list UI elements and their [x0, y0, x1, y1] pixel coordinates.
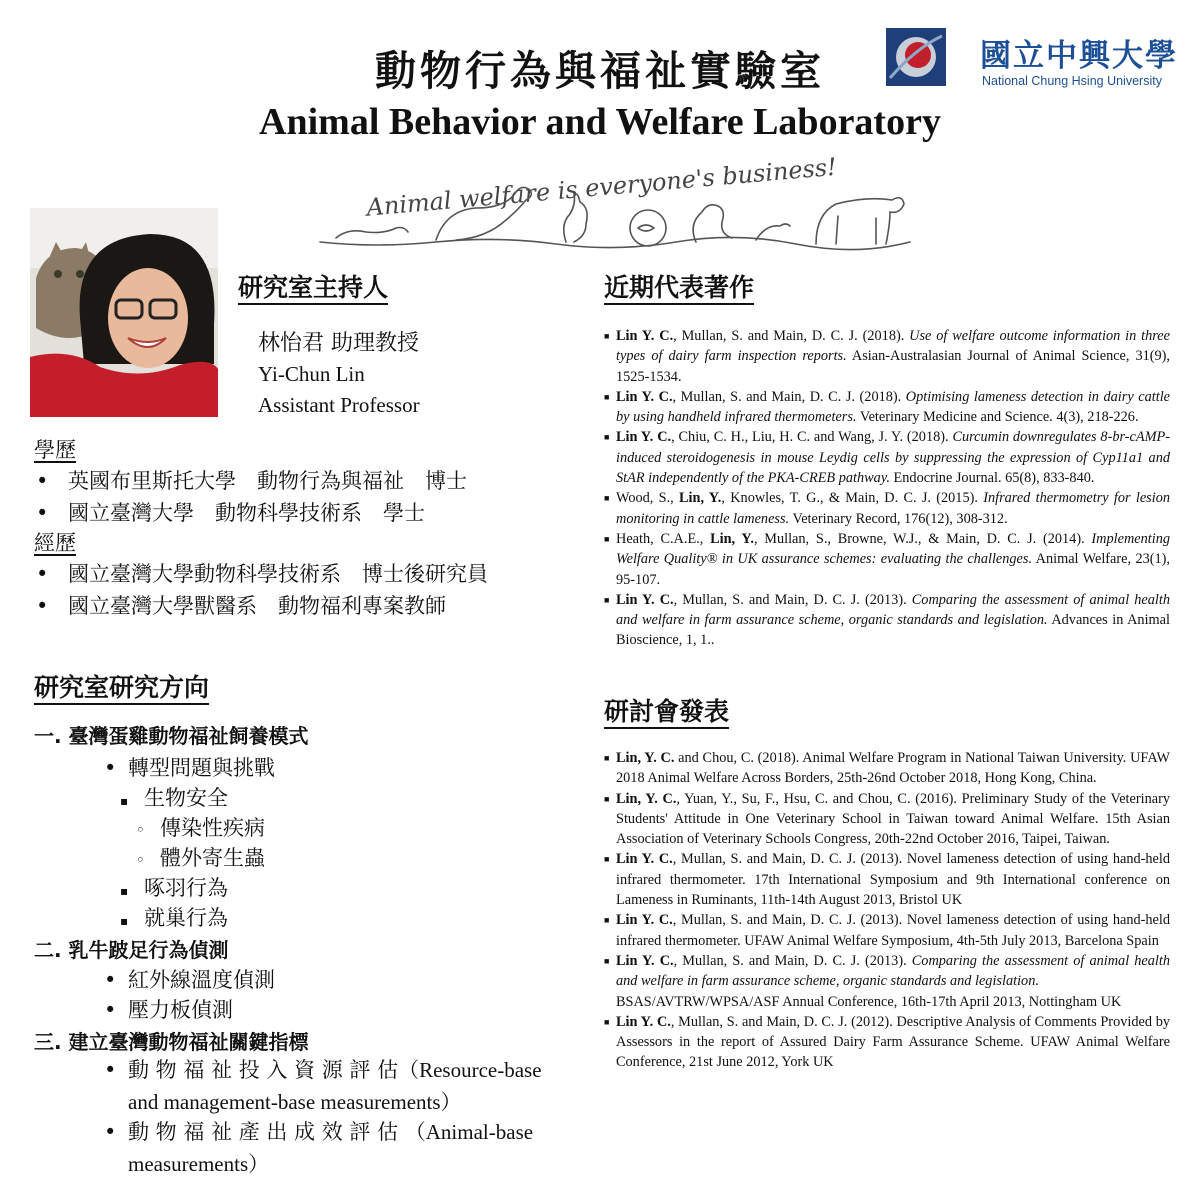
research-item: ◦ 體外寄生蟲	[136, 846, 265, 870]
publications-author: Lin Y. C.	[616, 328, 674, 344]
conferences-author: Lin Y. C.	[616, 1013, 671, 1030]
education-label: 學歷	[34, 438, 76, 462]
publication-list	[604, 326, 1171, 651]
slogan-text: Animal welfare is everyone's business!	[365, 152, 838, 222]
pi-name-en: Yi-Chun Lin	[258, 362, 365, 386]
bullet-square-icon: ■	[604, 594, 610, 605]
experience-label: 經歷	[34, 531, 76, 555]
publications-title: Curcumin downregulates 8-br-cAMP-induced steroidogenesis in mouse Leydig cells by suppressing the expression of Cyp11a1 and StAR independently of the PKA-CREB pathway.	[616, 429, 1171, 487]
experience-item: • 國立臺灣大學獸醫系 動物福利專案教師	[36, 594, 446, 618]
publications-venue: Endocrine Journal. 65(8), 833-840.	[889, 470, 1095, 487]
experience-item: • 國立臺灣大學動物科學技術系 博士後研究員	[36, 562, 488, 586]
publications-pre-authors: Heath, C.A.E.,	[616, 530, 711, 547]
conferences-author: Lin, Y. C.	[616, 750, 675, 766]
publications-venue: Veterinary Record, 176(12), 308-312.	[789, 510, 1008, 527]
research-topic: 一. 臺灣蛋雞動物福祉飼養模式	[34, 724, 309, 748]
conferences-author: Lin Y. C.	[616, 912, 673, 929]
bullet-square-icon: ■	[604, 493, 610, 504]
publications-author: Lin Y. C.	[616, 591, 674, 608]
conferences-title: Comparing the assessment of animal health and welfare in farm assurance scheme, organic standards and legislation.	[616, 952, 1170, 990]
publications-pre-authors: Wood, S.,	[616, 490, 680, 507]
conferences-text: , Mullan, S. and Main, D. C. J. (2012). Descriptive Analysis of Comments Provided by Assessors in the report of Assured Dairy Farm Assurance Scheme. UFAW Animal Welfare Conference, 21st June 2012, York UK	[616, 1013, 1170, 1071]
research-topic: 二. 乳牛跛足行為偵測	[34, 938, 229, 962]
bullet-square-icon: ■	[604, 331, 610, 341]
publications-entry	[604, 590, 1170, 651]
conferences-entry	[604, 910, 1171, 951]
conferences-entry	[604, 789, 1170, 850]
research-item: ▪ 生物安全	[120, 786, 228, 810]
research-item: • 轉型問題與挑戰	[104, 756, 275, 780]
publications-authors: , Chiu, C. H., Liu, H. C. and Wang, J. Y. (2018).	[671, 429, 953, 446]
bullet-square-icon: ■	[604, 533, 610, 544]
conferences-text: , Mullan, S. and Main, D. C. J. (2013).	[673, 952, 912, 969]
publications-authors: , Mullan, S. and Main, D. C. J. (2018).	[672, 388, 906, 405]
publications-authors: , Knowles, T. G., & Main, D. C. J. (2015).	[721, 490, 984, 507]
publications-title: Optimising lameness detection in dairy cattle by using handheld infrared thermometers.	[616, 388, 1171, 426]
publications-heading: 近期代表著作	[604, 273, 755, 302]
conferences-text: , Mullan, S. and Main, D. C. J. (2013). Novel lameness detection of using hand-held infrared thermometer. 17th International Symposium and 9th International conference on Lameness in Ruminants, 11th-14th August 2013, Bristol UK	[616, 851, 1171, 909]
conferences-venue: BSAS/AVTRW/WPSA/ASF Annual Conference, 16th-17th April 2013, Nottingham UK	[616, 993, 1122, 1010]
university-logo	[886, 28, 946, 86]
conferences-author: Lin Y. C.	[616, 952, 674, 969]
publications-title: Infrared thermometry for lesion monitoring in cattle lameness.	[616, 490, 1171, 527]
education-item: • 英國布里斯托大學 動物行為與福祉 博士	[36, 469, 467, 493]
conference-list	[604, 748, 1171, 1073]
publications-title: Implementing Welfare Quality® in UK assurance schemes: evaluating the challenges.	[616, 530, 1171, 568]
conferences-entry	[604, 951, 1170, 1012]
publications-author: Lin Y. C.	[616, 388, 673, 405]
bullet-square-icon: ■	[604, 915, 610, 926]
bullet-square-icon: ■	[604, 1016, 610, 1027]
pi-heading: 研究室主持人	[238, 273, 389, 302]
research-item: ◦ 傳染性疾病	[136, 816, 265, 840]
publications-venue: Advances in Animal Bioscience, 1, 1..	[616, 612, 1170, 649]
page-title-en: Animal Behavior and Welfare Laboratory	[259, 101, 941, 143]
conferences-entry	[604, 748, 1170, 789]
research-item: ▪ 就巢行為	[120, 906, 228, 930]
slogan-illustration	[316, 150, 912, 258]
bullet-square-icon: ■	[604, 391, 610, 402]
publications-title: Use of welfare outcome information in three types of dairy farm inspection reports.	[616, 328, 1171, 365]
publications-authors: , Mullan, S. and Main, D. C. J. (2013).	[673, 591, 912, 608]
conferences-author: Lin Y. C.	[616, 851, 673, 868]
publications-entry	[604, 387, 1171, 428]
publications-entry	[604, 326, 1171, 387]
bullet-square-icon: ■	[604, 854, 610, 865]
pi-title-en: Assistant Professor	[258, 393, 420, 417]
publications-entry	[604, 488, 1171, 529]
publications-author: Lin, Y.	[679, 490, 722, 507]
pi-name-zh: 林怡君 助理教授	[258, 331, 419, 356]
publications-venue: Veterinary Medicine and Science. 4(3), 218-226.	[856, 409, 1139, 426]
research-topic: 三. 建立臺灣動物福祉關鍵指標	[34, 1030, 309, 1054]
conferences-text: and Chou, C. (2018). Animal Welfare Program in National Taiwan University. UFAW 2018 Animal Welfare Across Borders, 25th-26nd October 2018, Hong Kong, China.	[616, 750, 1170, 787]
research-item: ▪ 啄羽行為	[120, 876, 228, 900]
university-name-zh: 國立中興大學	[980, 38, 1178, 74]
publications-authors: , Mullan, S. and Main, D. C. J. (2018).	[673, 328, 910, 344]
pi-photo	[30, 208, 218, 417]
bullet-square-icon: ■	[604, 753, 610, 763]
publications-venue: Animal Welfare, 23(1), 95-107.	[616, 551, 1171, 588]
research-item: • 紅外線溫度偵測	[104, 968, 275, 992]
conferences-entry	[604, 1012, 1170, 1073]
publications-authors: , Mullan, S., Browne, W.J., & Main, D. C. J. (2014).	[753, 530, 1092, 547]
conferences-text: , Mullan, S. and Main, D. C. J. (2013). Novel lameness detection of using hand-held infrared thermometer. UFAW Animal Welfare Symposium, 4th-5th July 2013, Barcelona Spain	[616, 912, 1171, 949]
publications-author: Lin Y. C.	[616, 429, 672, 446]
publications-venue: Asian-Australasian Journal of Animal Science, 31(9), 1525-1534.	[616, 348, 1170, 385]
bullet-square-icon: ■	[604, 793, 610, 804]
research-item: • 動 物 福 祉 產 出 成 效 評 估 （Animal-base measurements）	[104, 1120, 534, 1176]
education-item: • 國立臺灣大學 動物科學技術系 學士	[36, 501, 425, 525]
publications-entry	[604, 427, 1171, 488]
research-item: • 壓力板偵測	[104, 998, 233, 1022]
publications-author: Lin, Y.	[710, 530, 754, 547]
research-heading: 研究室研究方向	[34, 673, 210, 702]
conferences-text: , Yuan, Y., Su, F., Hsu, C. and Chou, C. (2016). Preliminary Study of the Veterinary Students' Attitude in One Veterinary School in Taiwan toward Animal Welfare. 15th Asian Association of Veterinary Schools Congress, 20th-22nd October 2016, Taipei, Taiwan.	[616, 790, 1170, 848]
bullet-square-icon: ■	[604, 955, 610, 966]
research-item: • 動 物 福 祉 投 入 資 源 評 估（Resource-base and management-base measurements）	[104, 1058, 542, 1114]
conferences-heading: 研討會發表	[604, 697, 730, 726]
publications-entry	[604, 529, 1171, 590]
publications-title: Comparing the assessment of animal health and welfare in farm assurance scheme, organic standards and legislation.	[616, 591, 1170, 629]
conferences-entry	[604, 849, 1171, 910]
bullet-square-icon: ■	[604, 432, 610, 443]
conferences-author: Lin, Y. C.	[616, 790, 677, 807]
university-name-en: National Chung Hsing University	[982, 74, 1162, 88]
page-title-zh: 動物行為與福祉實驗室	[375, 47, 825, 95]
